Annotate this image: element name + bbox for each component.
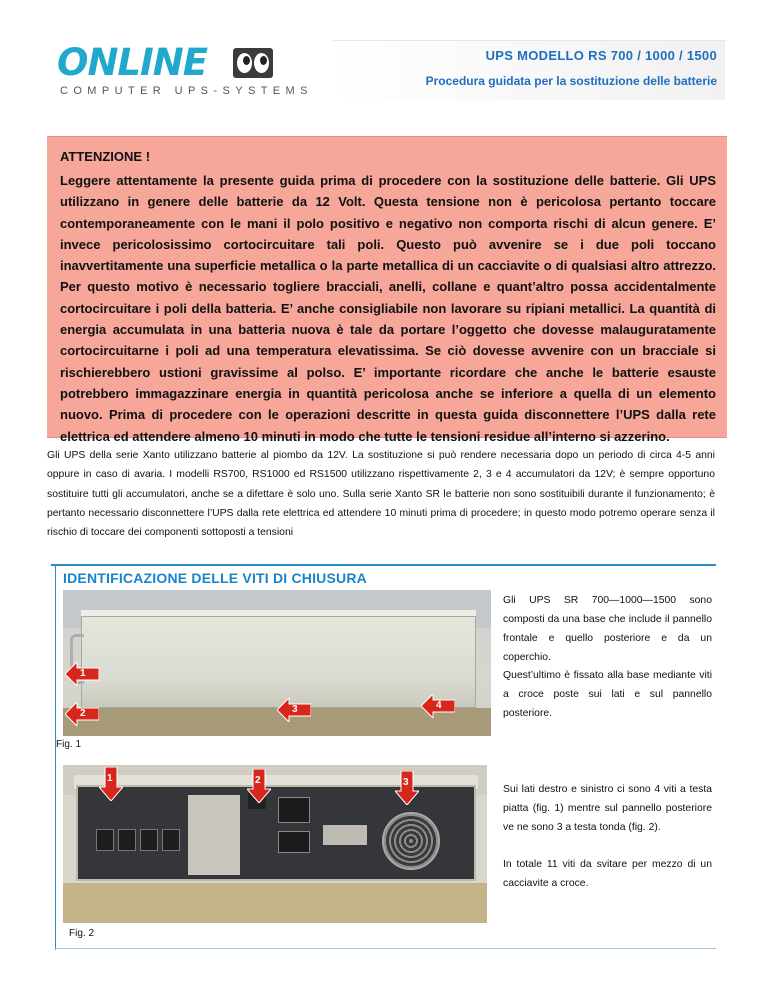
warning-title: ATTENZIONE !	[60, 149, 151, 164]
fig1-caption: Fig. 1	[56, 739, 82, 750]
logo-tagline: COMPUTER UPS-SYSTEMS	[60, 85, 313, 97]
side-paragraph-4: In totale 11 viti da svitare per mezzo di un cacciavite a croce.	[503, 859, 712, 889]
marker-number: 1	[107, 773, 113, 784]
intro-paragraph: Gli UPS della serie Xanto utilizzano batterie al piombo da 12V. La sostituzione si può rendere necessaria dopo un periodo di circa 4-5 anni oppure in caso di avaria. I modelli RS700, RS1000 ed RS1500 utilizzano rispettivamente 2, 3 e 4 accumulatori da 12V; è sempre opportuno sostituire tutti gli accumulatori, anche se a difettare è solo uno. Sulla serie Xanto SR le batterie non sono sostituibili durante il funzionamento; è pertanto necessario disconnettere l’UPS dalla rete elettrica ed attendere 10 minuti prima di procedere; in questo modo potremo operare senza il rischio di toccare dei componenti sottoposti a tensioni	[47, 450, 715, 539]
section-bottom-border	[55, 948, 716, 949]
marker-number: 4	[436, 700, 442, 711]
logo-wordmark: ONLINE	[57, 41, 208, 84]
marker-number: 3	[403, 777, 409, 788]
side-paragraph-2: Quest’ultimo è fissato alla base mediante viti a croce poste sui lati e sul pannello posteriore.	[503, 670, 712, 719]
marker-number: 1	[80, 668, 86, 679]
ups-rear-photo	[63, 765, 487, 923]
logo-eyes-icon	[233, 48, 273, 78]
marker-number: 3	[292, 704, 298, 715]
marker-arrow-3	[277, 698, 311, 722]
document-title: UPS MODELLO RS 700 / 1000 / 1500	[485, 48, 717, 63]
fig2-caption: Fig. 2	[69, 928, 95, 939]
online-logo	[57, 41, 313, 100]
document-subtitle: Procedura guidata per la sostituzione delle batterie	[425, 74, 717, 88]
fan-icon	[382, 812, 440, 870]
marker-arrow-1	[99, 767, 123, 801]
ups-side-photo	[63, 590, 491, 736]
marker-number: 2	[80, 708, 86, 719]
section-title: IDENTIFICAZIONE DELLE VITI DI CHIUSURA	[63, 570, 367, 586]
marker-arrow-2	[65, 702, 99, 726]
marker-arrow-4	[421, 694, 455, 718]
warning-text: Leggere attentamente la presente guida prima di procedere con la sostituzione delle batterie. Gli UPS utilizzano in genere delle batterie da 12 Volt. Questa tensione non è pericolosa pertanto toccare contemporaneamente con le mani il polo positivo e negativo non comporta rischi di alcun genere. E’ invece pericolosissimo cortocircuitare tali poli. Questo può avvenire se i due poli toccano inavvertitamente una superficie metallica o la parte metallica di un cacciavite o di qualsiasi altro attrezzo. Per questo motivo è necessario togliere bracciali, anelli, collane e quant’altro possa accidentalmente cortocircuitare i poli della batteria. E’ anche consigliabile non lavorare su ripiani metallici. La quantità di energia accumulata in una batteria nuova è tale da portare l’oggetto che dovesse malauguratamente cortocircuitarne i poli ad una temperatura elevatissima. Se ciò dovesse avvenire con un bracciale si rischierebbero ustioni gravissime al polso. E’ importante ricordare che anche le batterie esauste potrebbero immagazzinare energia in quantità pericolosa anche se inferiore a quella di un elemento nuovo. Prima di procedere con le operazioni descritte in questa guida disconnettere l’UPS dalla rete elettrica ed attendere almeno 10 minuti in modo che tutte le tensioni residue all’interno si azzerino.	[60, 173, 716, 444]
marker-arrow-1	[65, 662, 99, 686]
marker-number: 2	[255, 775, 261, 786]
side-paragraph-1: Gli UPS SR 700—1000—1500 sono composti da una base che include il pannello frontale e quello posteriore e da un coperchio.	[503, 595, 712, 663]
marker-arrow-2	[247, 769, 271, 803]
marker-arrow-3	[395, 771, 419, 805]
side-paragraph-3: Sui lati destro e sinistro ci sono 4 viti a testa piatta (fig. 1) mentre sul pannello posteriore ve ne sono 3 a testa tonda (fig. 2).	[503, 784, 712, 833]
warning-box	[47, 136, 727, 444]
section-left-border	[55, 566, 56, 950]
document-header	[333, 40, 725, 100]
